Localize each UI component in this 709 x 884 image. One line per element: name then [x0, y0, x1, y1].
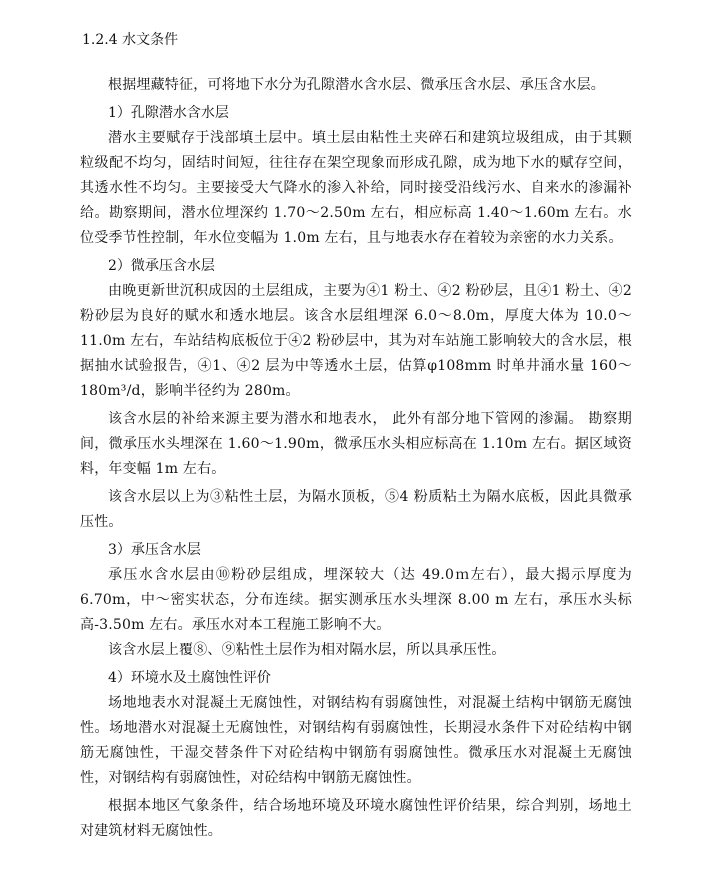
corrosivity-paragraph-1: 场地地表水对混凝土无腐蚀性，对钢结构有弱腐蚀性，对混凝土结构中钢筋无腐蚀性。场地潜水对混凝土无腐蚀性，对钢结构有弱腐蚀性，长期浸水条件下对砼结构中钢筋无腐蚀性，干湿交替条件下对砼结构中钢筋有弱腐蚀性。微承压水对混凝土无腐蚀性，对钢结构有弱腐蚀性，对砼结构中钢筋无腐蚀性。: [80, 695, 632, 786]
intro-paragraph: 根据埋藏特征，可将地下水分为孔隙潜水含水层、微承压含水层、承压含水层。: [108, 77, 605, 93]
micro-confined-paragraph-2: 该含水层的补给来源主要为潜水和地表水， 此外有部分地下管网的渗漏。 勘察期间，微承压水头埋深在 1.60～1.90m，微承压水头相应标高在 1.10m 左右。据区域资料，年变幅 1m 左右。: [80, 411, 632, 477]
confined-aquifer-paragraph-2: 该含水层上覆⑧、⑨粘性土层作为相对隔水层，所以具承压性。: [108, 642, 506, 658]
confined-aquifer-paragraph-1: 承压水含水层由⑩粉砂层组成，埋深较大（达 49.0ｍ左右），最大揭示厚度为 6.70m，中～密实状态，分布连续。据实测承压水头埋深 8.00 m 左右，承压水头标高-3.50m 左右。承压水对本工程施工影响不大。: [80, 567, 632, 633]
subheading-confined-aquifer: 3）承压含水层: [108, 542, 201, 558]
document-body: [80, 28, 632, 844]
micro-confined-paragraph-1: 由晚更新世沉积成因的土层组成，主要为④1 粉土、④2 粉砂层，且④1 粉土、④2 粉砂层为良好的赋水和透水地层。该含水层组埋深 6.0～8.0m，厚度大体为 10.0～11.0m 左右，车站结构底板位于④2 粉砂层中，其为对车站施工影响较大的含水层，根据抽水试验报告，④1、④2 层为中等透水土层，估算φ108mm 时单井涌水量 160～180m³/d，影响半径约为 280m。: [80, 283, 632, 399]
section-title: 1.2.4 水文条件: [82, 32, 179, 48]
subheading-phreatic-aquifer: 1）孔隙潜水含水层: [108, 105, 229, 121]
corrosivity-paragraph-2: 根据本地区气象条件，结合场地环境及环境水腐蚀性评价结果，综合判别，场地土对建筑材料无腐蚀性。: [80, 798, 632, 839]
subheading-corrosivity-evaluation: 4）环境水及土腐蚀性评价: [108, 670, 271, 686]
subheading-micro-confined-aquifer: 2）微承压含水层: [108, 258, 215, 274]
micro-confined-paragraph-3: 该含水层以上为③粘性土层，为隔水顶板，⑤4 粉质粘土为隔水底板，因此具微承压性。: [80, 489, 632, 530]
phreatic-aquifer-paragraph: 潜水主要赋存于浅部填土层中。填土层由粘性土夹碎石和建筑垃圾组成，由于其颗粒级配不均匀，固结时间短，往往存在架空现象而形成孔隙，成为地下水的赋存空间，其透水性不均匀。主要接受大气降水的渗入补给，同时接受沿线污水、自来水的渗漏补给。勘察期间，潜水位埋深约 1.70～2.50m 左右，相应标高 1.40～1.60m 左右。水位受季节性控制，年水位变幅为 1.0m 左右，且与地表水存在着较为亲密的水力关系。: [80, 130, 632, 246]
